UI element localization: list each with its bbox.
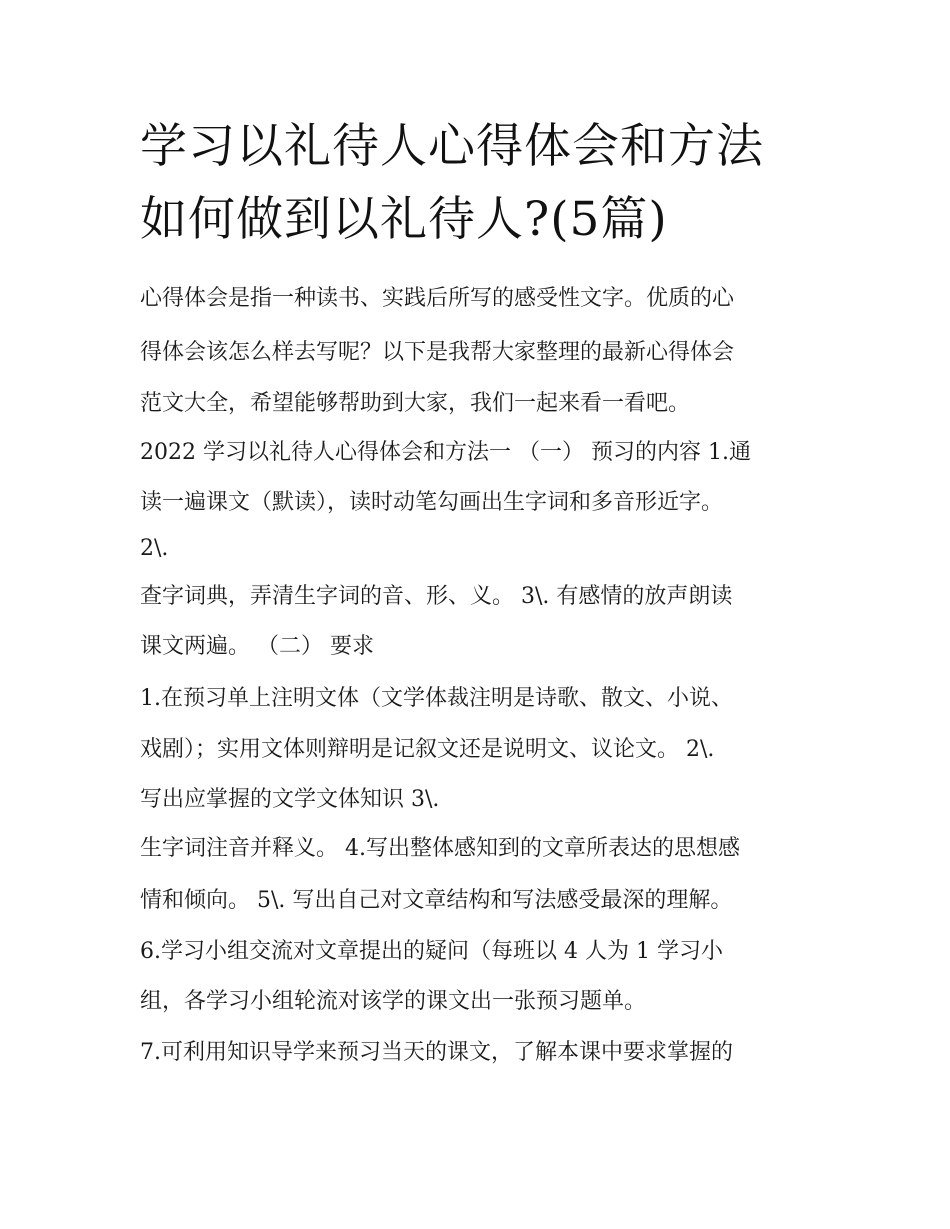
body-line-8: 课文两遍。 （二） 要求 <box>140 634 374 659</box>
body-line-6: 2\. <box>140 536 169 561</box>
document-title <box>140 110 840 256</box>
body-line-2: 得体会该怎么样去写呢？以下是我帮大家整理的最新心得体会 <box>140 340 735 365</box>
body-line-11: 写出应掌握的文学文体知识 3\. <box>140 787 440 812</box>
body-line-4: 2022 学习以礼待人心得体会和方法一 （一） 预习的内容 1.通 <box>140 440 751 465</box>
title-line-1: 学习以礼待人心得体会和方法 <box>140 119 764 174</box>
body-line-3: 范文大全，希望能够帮助到大家，我们一起来看一看吧。 <box>140 391 691 416</box>
body-line-14: 6.学习小组交流对文章提出的疑问（每班以 4 人为 1 学习小 <box>140 939 723 964</box>
body-line-16: 7.可利用知识导学来预习当天的课文，了解本课中要求掌握的 <box>140 1040 733 1065</box>
body-line-7: 查字词典，弄清生字词的音、形、义。 3\. 有感情的放声朗读 <box>140 584 733 609</box>
body-line-1: 心得体会是指一种读书、实践后所写的感受性文字。优质的心 <box>140 286 735 311</box>
title-line-2: 如何做到以礼待人?(5篇) <box>140 192 668 247</box>
body-line-5: 读一遍课文（默读），读时动笔勾画出生字词和多音形近字。 <box>140 490 724 515</box>
body-line-13: 情和倾向。 5\. 写出自己对文章结构和写法感受最深的理解。 <box>140 888 733 913</box>
body-line-9: 1.在预习单上注明文体（文学体裁注明是诗歌、散文、小说、 <box>140 686 733 711</box>
body-line-15: 组，各学习小组轮流对该学的课文出一张预习题单。 <box>140 989 647 1014</box>
body-line-10: 戏剧）；实用文体则辩明是记叙文还是说明文、议论文。 2\. <box>140 737 715 762</box>
body-line-12: 生字词注音并释义。 4.写出整体感知到的文章所表达的思想感 <box>140 836 740 861</box>
